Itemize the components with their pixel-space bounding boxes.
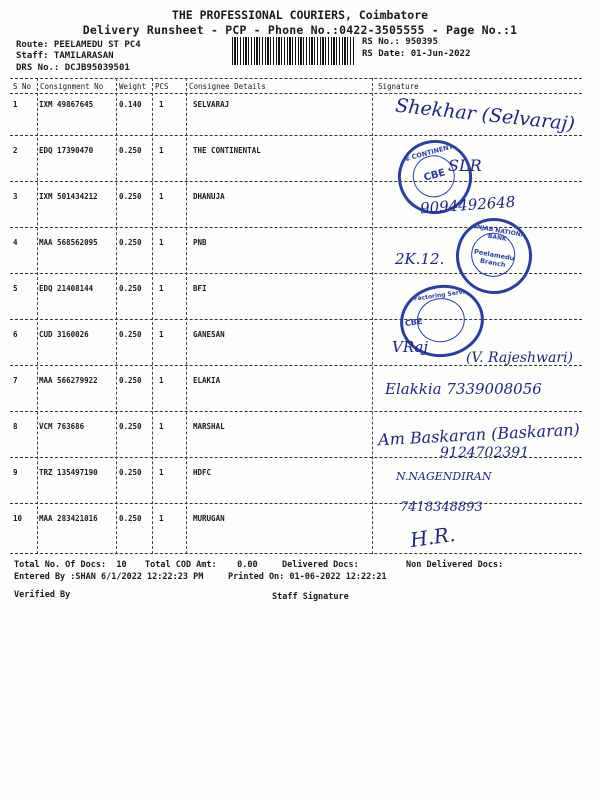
row-consignee: ELAKIA xyxy=(193,376,221,385)
row-consignment: EDQ 17390470 xyxy=(39,146,94,155)
signature-6b: (V. Rajeshwari) xyxy=(466,350,574,366)
row-consignee: THE CONTINENTAL xyxy=(193,146,261,155)
col-divider xyxy=(116,78,117,554)
row-sno: 5 xyxy=(13,284,18,293)
row-consignment: MAA 568562095 xyxy=(39,238,98,247)
signature-7: Elakkia 7339008056 xyxy=(385,380,542,398)
stamp-text: CBE xyxy=(404,316,423,329)
runsheet-subtitle: Delivery Runsheet - PCP - Phone No.:0422-3505555 - Page No.:1 xyxy=(82,23,518,37)
route-label: Route: PEELAMEDU ST PC4 xyxy=(16,40,141,50)
col-header-weight: Weight xyxy=(119,82,147,91)
barcode xyxy=(232,37,354,65)
row-consignment: VCM 763686 xyxy=(39,422,85,431)
signature-8b: 9124702391 xyxy=(440,445,530,461)
total-cod: Total COD Amt: 0.00 xyxy=(145,560,258,570)
signature-10: H.R. xyxy=(408,521,457,553)
row-consignee: HDFC xyxy=(193,468,212,477)
row-pcs: 1 xyxy=(159,422,164,431)
row-sno: 7 xyxy=(13,376,18,385)
rs-number: RS No.: 950395 xyxy=(362,37,438,47)
row-rule xyxy=(10,135,582,136)
non-delivered-docs: Non Delivered Docs: xyxy=(406,560,504,570)
row-rule xyxy=(10,411,582,412)
signature-9: N.NAGENDIRAN xyxy=(396,470,492,483)
total-docs: Total No. Of Docs: 10 xyxy=(14,560,127,570)
row-consignee: SELVARAJ xyxy=(193,100,230,109)
signature-3: 9094492648 xyxy=(419,192,516,218)
col-header-consignment: Consignment No xyxy=(40,82,104,91)
row-sno: 3 xyxy=(13,192,18,201)
row-sno: 10 xyxy=(13,514,23,523)
signature-1: Shekhar (Selvaraj) xyxy=(394,94,576,136)
stamp-text: THE CONTINENTAL xyxy=(394,140,463,166)
printed-on: Printed On: 01-06-2022 12:22:21 xyxy=(228,572,387,582)
row-pcs: 1 xyxy=(159,100,164,109)
row-sno: 8 xyxy=(13,422,18,431)
row-consignee: GANESAN xyxy=(193,330,225,339)
row-consignment: IXM 501434212 xyxy=(39,192,98,201)
col-header-pcs: PCS xyxy=(155,82,169,91)
stamp-text: Peelamedu Branch xyxy=(473,247,515,270)
staff-signature: Staff Signature xyxy=(272,592,349,602)
row-pcs: 1 xyxy=(159,238,164,247)
stamp-text: CBE xyxy=(422,167,447,184)
row-sno: 1 xyxy=(13,100,18,109)
col-header-signature: Signature xyxy=(378,82,419,91)
row-consignment: TRZ 135497190 xyxy=(39,468,98,477)
row-consignment: MAA 566279922 xyxy=(39,376,98,385)
row-weight: 0.250 xyxy=(119,330,142,339)
row-consignment: EDQ 21408144 xyxy=(39,284,94,293)
table-bottom-rule xyxy=(10,553,582,554)
row-weight: 0.250 xyxy=(119,238,142,247)
row-pcs: 1 xyxy=(159,514,164,523)
row-pcs: 1 xyxy=(159,468,164,477)
row-pcs: 1 xyxy=(159,330,164,339)
company-title: THE PROFESSIONAL COURIERS, Coimbatore xyxy=(171,8,429,22)
row-consignee: PNB xyxy=(193,238,207,247)
row-rule xyxy=(10,503,582,504)
signature-4: 2K.12. xyxy=(395,250,445,268)
staff-label: Staff: TAMILARASAN xyxy=(16,51,114,61)
col-divider xyxy=(186,78,187,554)
drs-label: DRS No.: DCJB95039501 xyxy=(16,63,130,73)
row-consignment: CUD 3160026 xyxy=(39,330,89,339)
stamp-text: BFI Factoring Services xyxy=(400,287,477,305)
row-weight: 0.140 xyxy=(119,100,142,109)
col-header-consignee: Consignee Details xyxy=(189,82,266,91)
stamp-text: PUNJAB NATIONAL BANK xyxy=(467,222,530,243)
row-pcs: 1 xyxy=(159,376,164,385)
col-divider xyxy=(37,78,38,554)
row-pcs: 1 xyxy=(159,284,164,293)
col-divider xyxy=(152,78,153,554)
signature-2: SLR xyxy=(448,156,482,175)
row-consignee: BFI xyxy=(193,284,207,293)
row-sno: 2 xyxy=(13,146,18,155)
row-consignee: MURUGAN xyxy=(193,514,225,523)
row-rule xyxy=(10,319,582,320)
signature-9b: 7418348893 xyxy=(400,500,483,515)
verified-by: Verified By xyxy=(14,590,71,600)
signature-8: Am Baskaran (Baskaran) xyxy=(377,419,581,450)
row-consignment: MAA 283421016 xyxy=(39,514,98,523)
col-header-sno: S No xyxy=(13,82,32,91)
row-consignee: DHANUJA xyxy=(193,192,225,201)
col-divider xyxy=(372,78,373,554)
row-weight: 0.250 xyxy=(119,514,142,523)
row-weight: 0.250 xyxy=(119,422,142,431)
row-pcs: 1 xyxy=(159,192,164,201)
row-consignee: MARSHAL xyxy=(193,422,225,431)
row-weight: 0.250 xyxy=(119,376,142,385)
signature-6: VRaj xyxy=(392,338,429,356)
row-pcs: 1 xyxy=(159,146,164,155)
row-weight: 0.250 xyxy=(119,468,142,477)
row-sno: 4 xyxy=(13,238,18,247)
row-weight: 0.250 xyxy=(119,284,142,293)
row-weight: 0.250 xyxy=(119,146,142,155)
row-rule xyxy=(10,181,582,182)
row-weight: 0.250 xyxy=(119,192,142,201)
delivered-docs: Delivered Docs: xyxy=(282,560,359,570)
row-sno: 9 xyxy=(13,468,18,477)
entered-by: Entered By :SHAN 6/1/2022 12:22:23 PM xyxy=(14,572,204,582)
table-header-rule xyxy=(10,93,582,94)
rs-date: RS Date: 01-Jun-2022 xyxy=(362,49,471,59)
row-sno: 6 xyxy=(13,330,18,339)
row-consignment: IXM 49867645 xyxy=(39,100,94,109)
table-top-rule xyxy=(10,78,582,79)
pnb-stamp xyxy=(450,212,538,300)
